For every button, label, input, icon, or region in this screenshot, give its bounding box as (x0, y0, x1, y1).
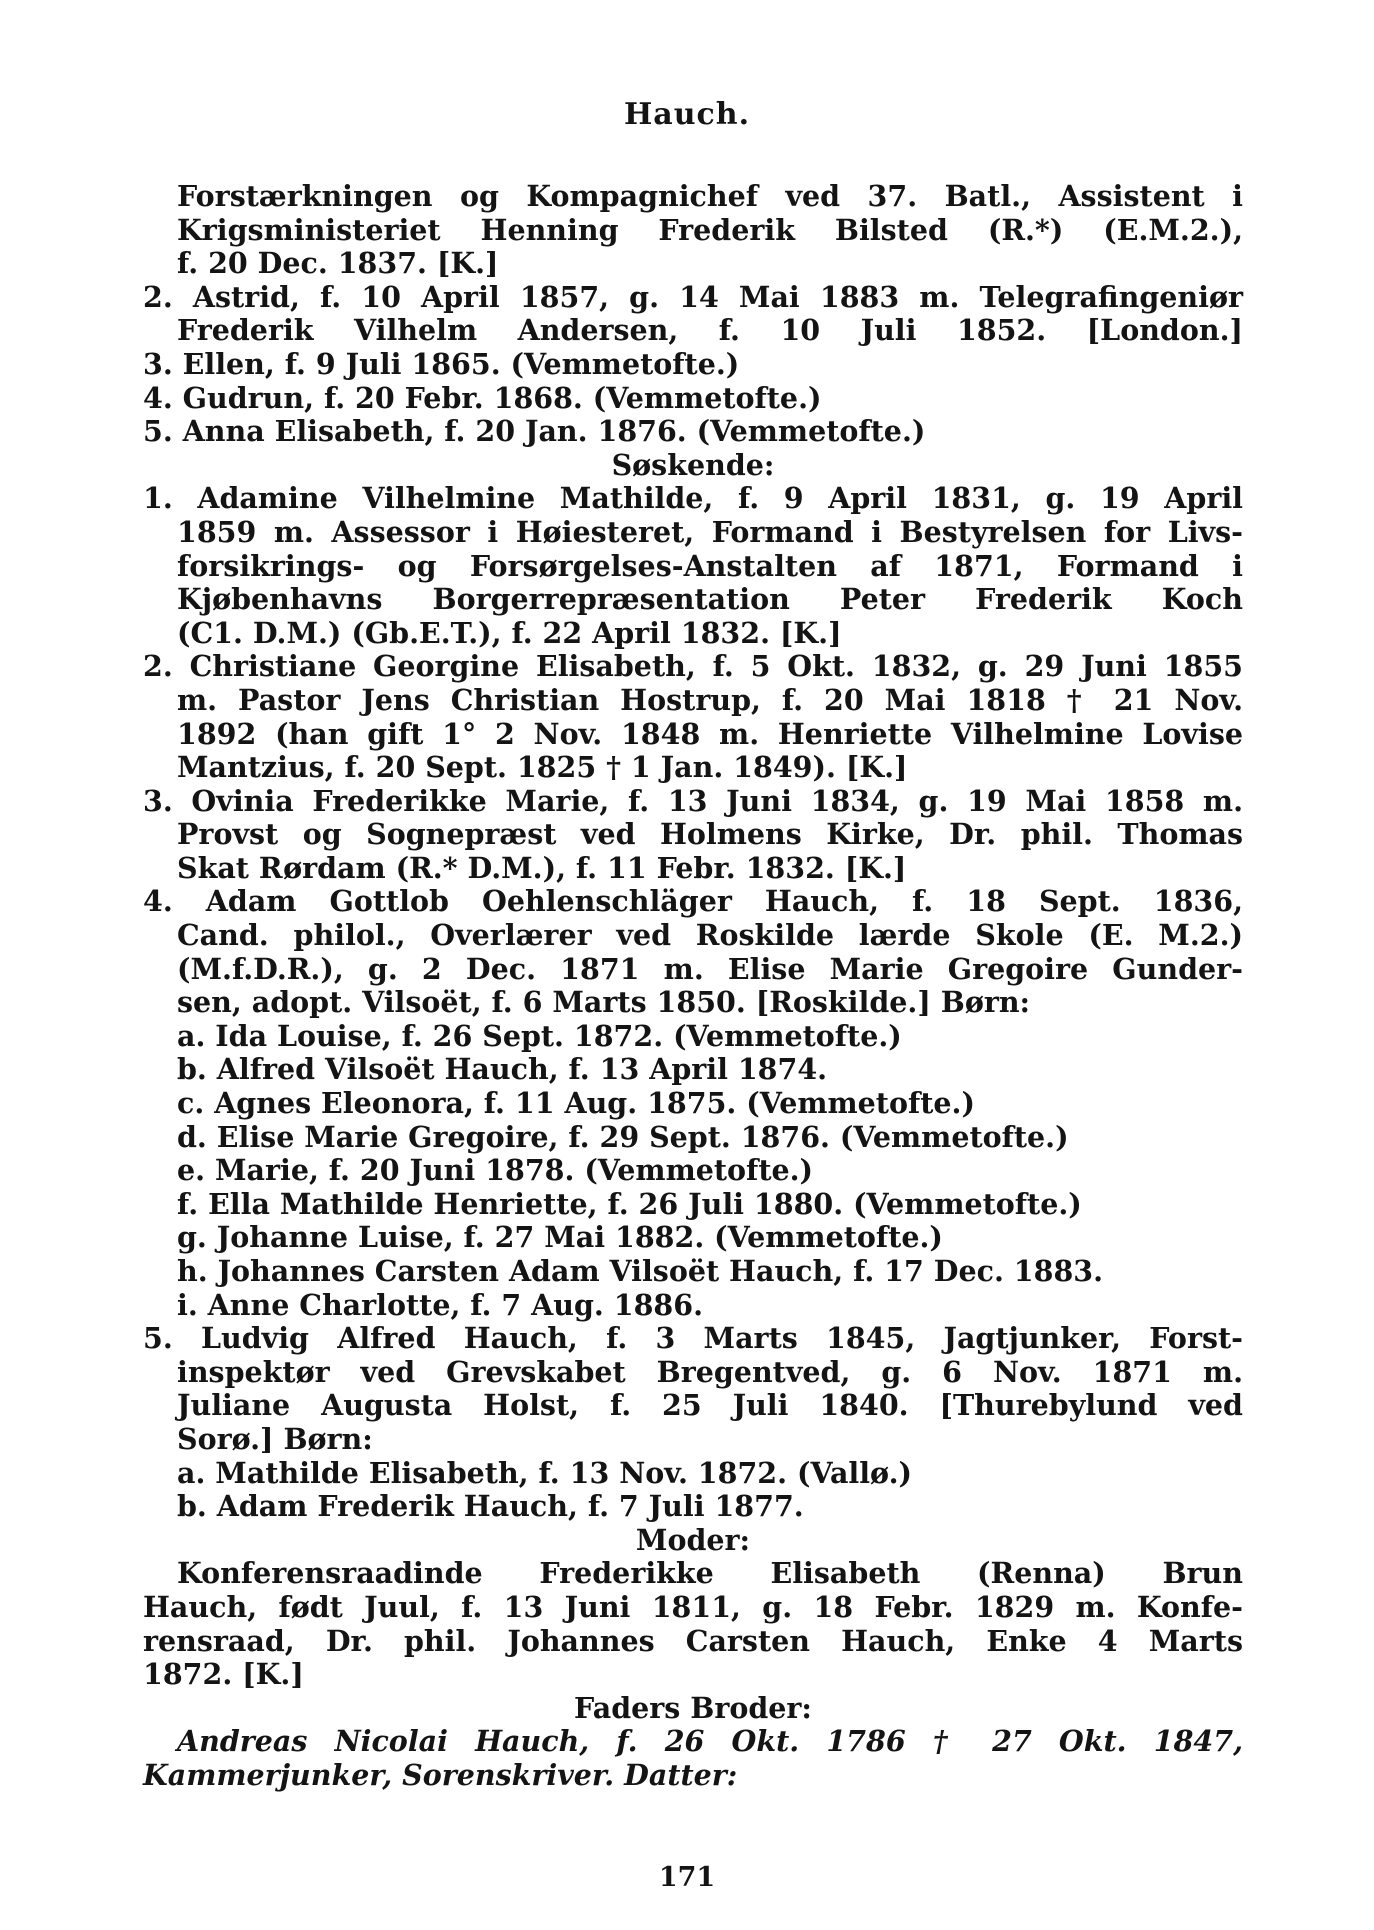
text-line: Provst og Sognepræst ved Holmens Kirke, Dr. phil. Thomas (177, 817, 1243, 852)
text-line: b. Alfred Vilsoët Hauch, f. 13 April 1874. (177, 1052, 828, 1087)
text-line: Kjøbenhavns Borgerrepræsentation Peter Frederik Koch (177, 582, 1243, 617)
text-line: d. Elise Marie Gregoire, f. 29 Sept. 1876. (Vemmetofte.) (177, 1119, 1069, 1154)
text-line: Konferensraadinde Frederikke Elisabeth (Renna) Brun (177, 1556, 1243, 1591)
text-line: c. Agnes Eleonora, f. 11 Aug. 1875. (Vemmetofte.) (177, 1086, 975, 1121)
text-line: e. Marie, f. 20 Juni 1878. (Vemmetofte.) (177, 1153, 814, 1188)
text-line: h. Johannes Carsten Adam Vilsoët Hauch, f. 17 Dec. 1883. (177, 1254, 1104, 1288)
text-line: m. Pastor Jens Christian Hostrup, f. 20 Mai 1818 † 21 Nov. (177, 682, 1243, 717)
text-line: 5. Anna Elisabeth, f. 20 Jan. 1876. (Vemmetofte.) (143, 414, 926, 449)
text-line: 1872. [K.] (143, 1657, 304, 1692)
text-line: inspektør ved Grevskabet Bregentved, g. 6 Nov. 1871 m. (177, 1354, 1243, 1389)
text-line: Cand. philol., Overlærer ved Roskilde lærde Skole (E. M.2.) (177, 918, 1243, 953)
text-line: 5. Ludvig Alfred Hauch, f. 3 Marts 1845, Jagtjunker, Forst- (143, 1321, 1243, 1356)
text-line: 4. Adam Gottlob Oehlenschläger Hauch, f. 18 Sept. 1836, (143, 884, 1243, 919)
text-line: 1859 m. Assessor i Høiesteret, Formand i Bestyrelsen for Livs- (177, 514, 1243, 549)
text-line: a. Mathilde Elisabeth, f. 13 Nov. 1872. (Vallø.) (177, 1455, 912, 1490)
page-number: 171 (658, 1862, 716, 1893)
text-line: b. Adam Frederik Hauch, f. 7 Juli 1877. (177, 1489, 804, 1524)
section-heading: Søskende: (611, 447, 775, 482)
text-line: Mantzius, f. 20 Sept. 1825 † 1 Jan. 1849). [K.] (177, 750, 908, 785)
text-line: Sorø.] Børn: (177, 1421, 373, 1456)
text-line: Kammerjunker, Sorenskriver. Datter: (143, 1757, 738, 1792)
text-line: i. Anne Charlotte, f. 7 Aug. 1886. (177, 1287, 703, 1322)
text-line: Hauch, født Juul, f. 13 Juni 1811, g. 18 Febr. 1829 m. Konfe- (143, 1589, 1243, 1624)
text-line: Krigsministeriet Henning Frederik Bilsted (R.*) (E.M.2.), (177, 212, 1243, 247)
text-line: 2. Christiane Georgine Elisabeth, f. 5 Okt. 1832, g. 29 Juni 1855 (143, 649, 1243, 684)
running-header: Hauch. (623, 97, 751, 132)
text-line: Frederik Vilhelm Andersen, f. 10 Juli 1852. [London.] (177, 313, 1243, 348)
section-heading: Moder: (635, 1522, 751, 1557)
text-line: Juliane Augusta Holst, f. 25 Juli 1840. [Thurebylund ved (177, 1388, 1243, 1423)
text-line: sen, adopt. Vilsoët, f. 6 Marts 1850. [Roskilde.] Børn: (177, 985, 1031, 1020)
text-line: Skat Rørdam (R.* D.M.), f. 11 Febr. 1832. [K.] (177, 850, 907, 885)
text-line: Forstærkningen og Kompagnichef ved 37. Batl., Assistent i (177, 179, 1243, 213)
text-line: 1892 (han gift 1° 2 Nov. 1848 m. Henriette Vilhelmine Lovise (177, 716, 1243, 751)
text-line: 1. Adamine Vilhelmine Mathilde, f. 9 April 1831, g. 19 April (143, 481, 1243, 516)
body-text (143, 180, 1243, 1793)
text-line: (C1. D.M.) (Gb.E.T.), f. 22 April 1832. [K.] (177, 615, 842, 650)
text-line: (M.f.D.R.), g. 2 Dec. 1871 m. Elise Marie Gregoire Gunder- (177, 951, 1243, 986)
text-line: 3. Ovinia Frederikke Marie, f. 13 Juni 1834, g. 19 Mai 1858 m. (143, 783, 1243, 818)
text-line: 2. Astrid, f. 10 April 1857, g. 14 Mai 1883 m. Telegrafingeniør (143, 279, 1243, 314)
text-line: forsikrings- og Forsørgelses-Anstalten af 1871, Formand i (177, 548, 1243, 583)
text-line: 3. Ellen, f. 9 Juli 1865. (Vemmetofte.) (143, 346, 740, 381)
text-line: Andreas Nicolai Hauch, f. 26 Okt. 1786 † 27 Okt. 1847, (177, 1724, 1243, 1759)
text-line: f. 20 Dec. 1837. [K.] (177, 246, 499, 281)
section-heading: Faders Broder: (574, 1690, 812, 1725)
text-line: 4. Gudrun, f. 20 Febr. 1868. (Vemmetofte.) (143, 380, 822, 415)
text-line: f. Ella Mathilde Henriette, f. 26 Juli 1880. (Vemmetofte.) (177, 1186, 1082, 1221)
text-line: g. Johanne Luise, f. 27 Mai 1882. (Vemmetofte.) (177, 1220, 943, 1255)
text-line: a. Ida Louise, f. 26 Sept. 1872. (Vemmetofte.) (177, 1018, 902, 1053)
text-line: rensraad, Dr. phil. Johannes Carsten Hauch, Enke 4 Marts (143, 1623, 1243, 1658)
